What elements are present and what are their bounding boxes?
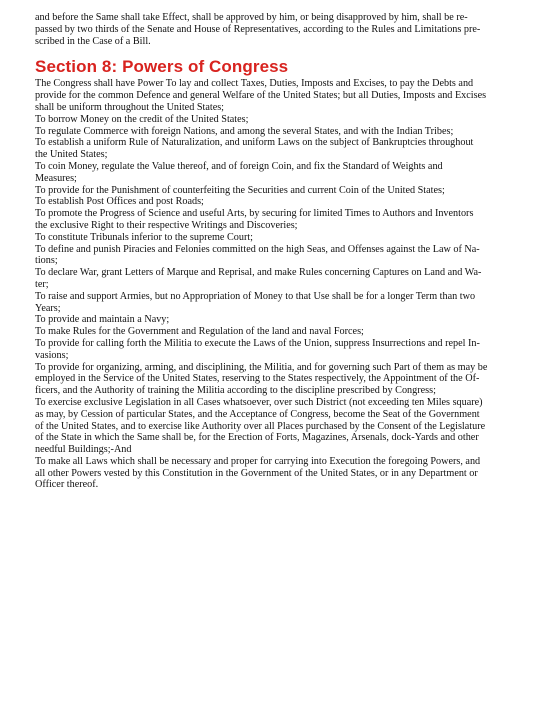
intro-line: scribed in the Case of a Bill. (35, 35, 151, 47)
clause-line: To establish Post Offices and post Roads; (35, 196, 204, 208)
clause-line: shall be uniform throughout the United States; (35, 101, 225, 113)
clause-line: the exclusive Right to their respective Writings and Discoveries; (35, 219, 298, 231)
clause-line: To coin Money, regulate the Value thereof, and of foreign Coin, and fix the Standard of Weights and (35, 160, 443, 172)
clause-line: provide for the common Defence and general Welfare of the United States; but all Duties, Imposts and Excises (35, 90, 487, 102)
document-page (35, 12, 525, 491)
clause-line: To declare War, grant Letters of Marque and Reprisal, and make Rules concerning Captures on Land and Wa- (35, 267, 482, 279)
clause-line: To borrow Money on the credit of the United States; (35, 113, 249, 125)
clause-line: To provide for the Punishment of counterfeiting the Securities and current Coin of the United States; (35, 184, 445, 196)
clause-line: To promote the Progress of Science and useful Arts, by securing for limited Times to Authors and Inventors (35, 208, 474, 220)
clause-line: To define and punish Piracies and Felonies committed on the high Seas, and Offenses against the Law of Na- (35, 243, 480, 255)
clause-line: tions; (35, 255, 58, 267)
clause-line: The Congress shall have Power To lay and collect Taxes, Duties, Imposts and Excises, to pay the Debts and (35, 78, 474, 90)
clause-line: To exercise exclusive Legislation in all Cases whatsoever, over such District (not exceeding ten Miles square) (35, 396, 483, 408)
section-heading: Section 8: Powers of Congress (35, 57, 289, 77)
clause-line: To regulate Commerce with foreign Nations, and among the several States, and with the Indian Tribes; (35, 125, 454, 137)
clause-line: of the United States, and to exercise like Authority over all Places purchased by the Consent of the Legislature (35, 420, 486, 432)
intro-line: and before the Same shall take Effect, shall be approved by him, or being disapproved by him, shall be re- (35, 12, 468, 23)
clause-line: To provide and maintain a Navy; (35, 314, 170, 326)
clause-line: vasions; (35, 349, 69, 361)
intro-paragraph (35, 12, 525, 47)
intro-line: passed by two thirds of the Senate and House of Representatives, according to the Rules and Limitations pre- (35, 23, 481, 35)
clause-line: the United States; (35, 149, 108, 161)
clause-line: Years; (35, 302, 61, 314)
clause-line: Officer thereof. (35, 479, 99, 491)
clause-line: ficers, and the Authority of training the Militia according to the discipline prescribed by Congress; (35, 385, 436, 397)
clause-line: To constitute Tribunals inferior to the supreme Court; (35, 231, 254, 243)
clause-line: To provide for organizing, arming, and disciplining, the Militia, and for governing such Part of them as may be (35, 361, 488, 373)
clause-line: To make all Laws which shall be necessary and proper for carrying into Execution the foregoing Powers, and (35, 455, 481, 467)
clause-line: To provide for calling forth the Militia to execute the Laws of the Union, suppress Insurrections and repel In- (35, 337, 480, 349)
clause-line: To establish a uniform Rule of Naturalization, and uniform Laws on the subject of Bankruptcies throughout (35, 137, 474, 149)
clause-line: To make Rules for the Government and Regulation of the land and naval Forces; (35, 326, 364, 338)
clause-line: employed in the Service of the United States, reserving to the States respectively, the Appointment of the Of- (35, 373, 480, 385)
clause-line: needful Buildings;-And (35, 444, 132, 456)
clause-line: as may, by Cession of particular States, and the Acceptance of Congress, become the Seat of the Government (35, 408, 480, 420)
section-body (35, 78, 525, 491)
clause-line: of the State in which the Same shall be, for the Erection of Forts, Magazines, Arsenals, dock-Yards and other (35, 432, 479, 444)
clause-line: Measures; (35, 172, 77, 184)
clause-line: To raise and support Armies, but no Appropriation of Money to that Use shall be for a longer Term than two (35, 290, 476, 302)
clause-line: all other Powers vested by this Constitution in the Government of the United States, or in any Department or (35, 467, 478, 479)
clause-line: ter; (35, 278, 49, 290)
